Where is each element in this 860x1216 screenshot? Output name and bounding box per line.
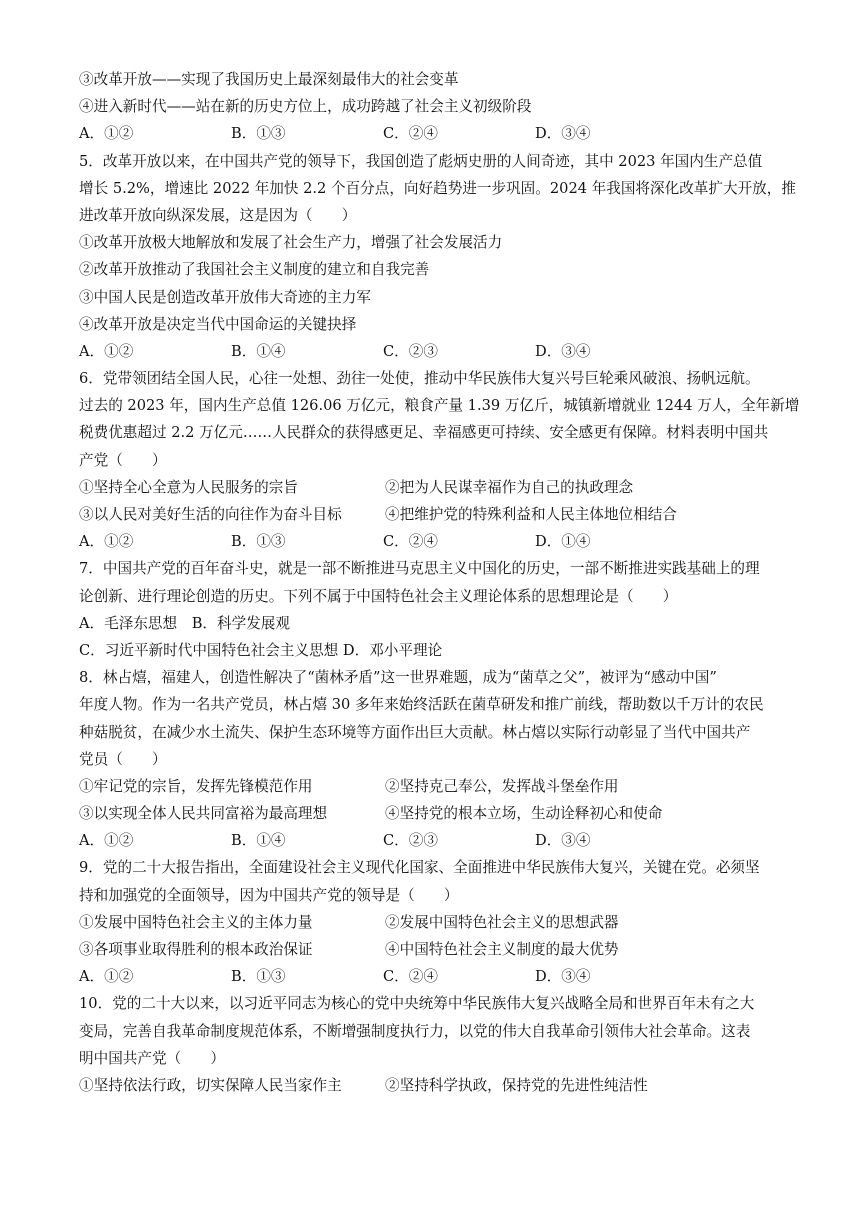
option-b: B．①③ [231,968,286,986]
option-c: C．②④ [383,125,438,143]
statement: ①牢记党的宗旨，发挥先锋模范作用 [79,777,313,795]
option-a: A．①② [79,533,134,551]
statement: ②把为人民谋幸福作为自己的执政理念 [385,478,634,496]
option-b: B．①④ [231,832,286,850]
statement: ③以人民对美好生活的向往作为奋斗目标 [79,506,342,523]
statement: ②坚持克己奉公，发挥战斗堡垒作用 [385,777,619,795]
statement: ②坚持科学执政，保持党的先进性纯洁性 [385,1076,648,1094]
option-c: C．②③ [383,342,438,360]
statement: ①改革开放极大地解放和发展了社会生产力，增强了社会发展活力 [79,234,503,252]
option-c: C．②③ [383,832,438,850]
question-stem-line: 变局，完善自我革命制度规范体系，不断增强制度执行力，以党的伟大自我革命引领伟大社会革命。这表 [79,1022,751,1040]
statement: ④进入新时代——站在新的历史方位上，成功跨越了社会主义初级阶段 [79,98,532,116]
question-stem-line: 税费优惠超过 2.2 万亿元……人民群众的获得感更足、幸福感更可持续、安全感更有保障。材料表明中国共 [79,424,769,442]
statement: ②改革开放推动了我国社会主义制度的建立和自我完善 [79,261,430,279]
statement: ③以实现全体人民共同富裕为最高理想 [79,805,328,823]
question-stem-line: 过去的 2023 年，国内生产总值 126.06 万亿元，粮食产量 1.39 万亿斤，城镇新增就业 1244 万人，全年新增 [79,397,800,415]
question-stem-line: 进改革开放向纵深发展，这是因为（ ） [79,206,357,224]
statement-row [79,800,785,827]
statement-row [79,474,785,501]
option-d: D．③④ [535,125,591,143]
option-b: B．①③ [231,125,286,143]
answer-options [79,338,785,365]
statement: ④中国特色社会主义制度的最大优势 [385,941,619,958]
option-b: B．①③ [231,533,286,551]
question-5 [79,148,796,366]
answer-options [79,528,785,555]
answer-options [79,120,785,147]
question-stem-line: 9．党的二十大报告指出，全面建设社会主义现代化国家、全面推进中华民族伟大复兴，关键在党。必须坚 [79,859,760,877]
option-c: C．②④ [383,968,438,986]
option-c: C．②④ [383,533,438,551]
statement: ③中国人民是创造改革开放伟大奇迹的主力军 [79,288,371,306]
question-stem-line: 7．中国共产党的百年奋斗史，就是一部不断推进马克思主义中国化的历史，一部不断推进实践基础上的理 [79,560,760,578]
option-a: A．①② [79,125,134,143]
statement-row [79,936,785,963]
option-d: D．③④ [535,832,591,850]
question-8 [79,664,785,854]
question-stem-line: 10．党的二十大以来，以习近平同志为核心的党中央统筹中华民族伟大复兴战略全局和世界百年未有之大 [79,995,755,1013]
option-d: D．③④ [535,968,591,986]
answer-options-line: C．习近平新时代中国特色社会主义思想 D．邓小平理论 [79,641,443,659]
statement-row [79,501,785,528]
statement: ③改革开放——实现了我国历史上最深刻最伟大的社会变革 [79,71,459,88]
question-10 [79,990,785,1099]
option-d: D．③④ [535,342,591,360]
answer-options-line: A．毛泽东思想 B．科学发展观 [79,614,290,632]
statement: ①坚持全心全意为人民服务的宗旨 [79,478,298,496]
question-stem-line: 持和加强党的全面领导，因为中国共产党的领导是（ ） [79,886,459,904]
statement: ②发展中国特色社会主义的思想武器 [385,913,619,931]
statement: ④坚持党的根本立场，生动诠释初心和使命 [385,805,663,823]
question-stem-line: 党员（ ） [79,750,167,768]
statement: ④改革开放是决定当代中国命运的关键抉择 [79,315,357,333]
statement: ①坚持依法行政，切实保障人民当家作主 [79,1076,342,1094]
statement-row [79,773,785,800]
question-9 [79,854,785,990]
option-a: A．①② [79,342,134,360]
option-a: A．①② [79,832,134,850]
question-stem-line: 5．改革开放以来，在中国共产党的领导下，我国创造了彪炳史册的人间奇迹，其中 2023 年国内生产总值 [79,152,763,170]
question-stem-line: 产党（ ） [79,451,167,469]
statement-row [79,1072,785,1099]
answer-options [79,963,785,990]
option-b: B．①④ [231,342,286,360]
question-stem-line: 8．林占熺，福建人，创造性解决了“菌林矛盾”这一世界难题，成为“菌草之父”，被评为“感动中国” [79,669,717,687]
question-stem-line: 种菇脱贫，在减少水土流失、保护生态环境等方面作出巨大贡献。林占熺以实际行动彰显了当代中国共产 [79,723,751,741]
question-7 [79,555,785,664]
question-stem-line: 明中国共产党（ ） [79,1049,225,1067]
statement: ③各项事业取得胜利的根本政治保证 [79,941,313,958]
option-d: D．①④ [535,533,591,551]
question-stem-line: 增长 5.2%，增速比 2022 年加快 2.2 个百分点，向好趋势进一步巩固。2024 年我国将深化改革扩大开放，推 [79,179,796,197]
option-a: A．①② [79,968,134,986]
question-stem-line: 论创新、进行理论创造的历史。下列不属于中国特色社会主义理论体系的思想理论是（ ） [79,587,678,605]
exam-content [79,66,800,1099]
statement: ④把维护党的特殊利益和人民主体地位相结合 [385,506,677,523]
statement: ①发展中国特色社会主义的主体力量 [79,913,313,931]
answer-options [79,827,785,854]
question-6 [79,365,800,555]
statement-row [79,909,785,936]
question-stem-line: 年度人物。作为一名共产党员，林占熺 30 多年来始终活跃在菌草研发和推广前线，帮助数以千万计的农民 [79,696,764,714]
question-stem-line: 6．党带领团结全国人民，心往一处想、劲往一处使，推动中华民族伟大复兴号巨轮乘风破浪、扬帆远航。 [79,370,760,388]
